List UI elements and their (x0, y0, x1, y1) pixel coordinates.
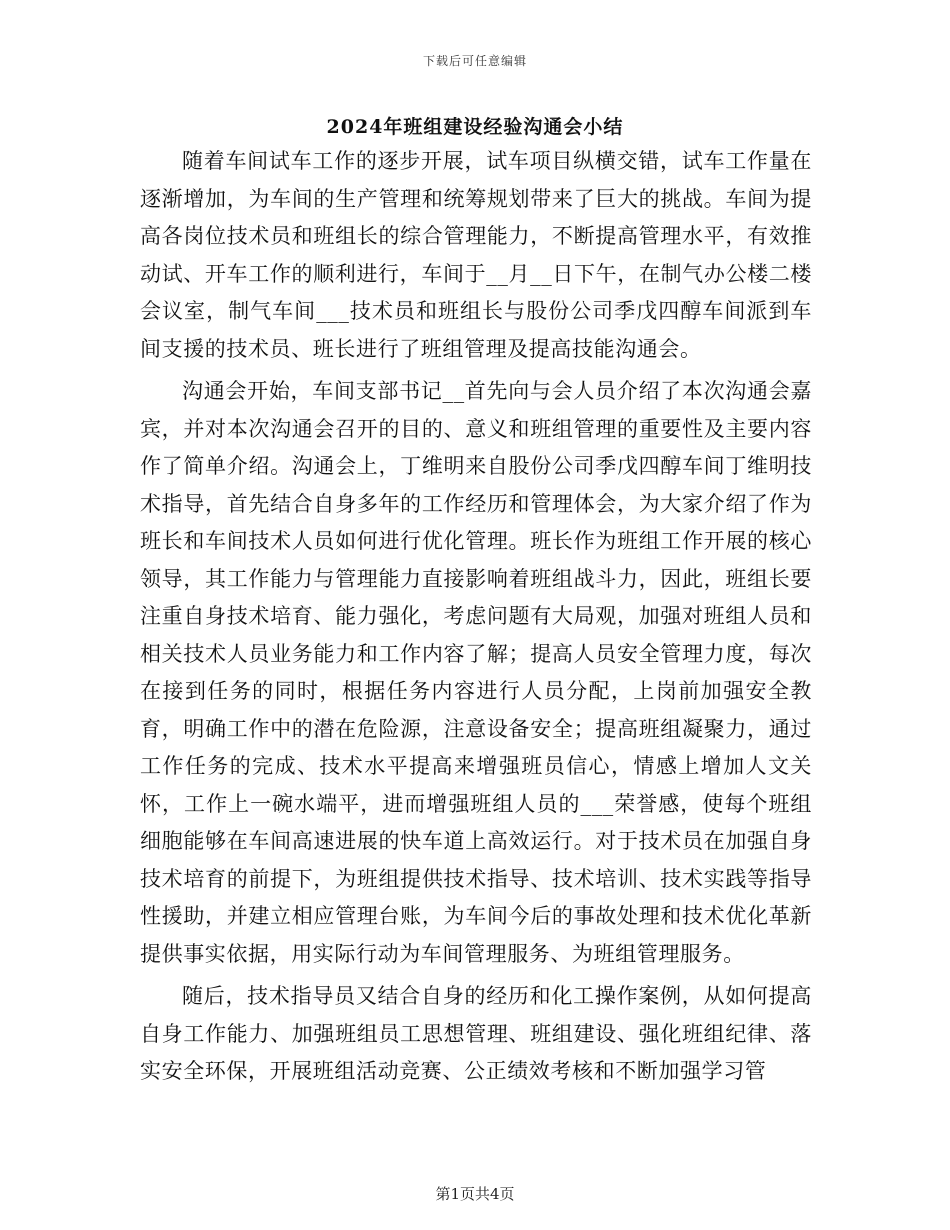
paragraph-2: 沟通会开始，车间支部书记__首先向与会人员介绍了本次沟通会嘉宾，并对本次沟通会召开的目的、意义和班组管理的重要性及主要内容作了简单介绍。沟通会上，丁维明来自股份公司季戊四醇车间丁维明技术指导，首先结合自身多年的工作经历和管理体会，为大家介绍了作为班长和车间技术人员如何进行优化管理。班长作为班组工作开展的核心领导，其工作能力与管理能力直接影响着班组战斗力，因此，班组长要注重自身技术培育、能力强化，考虑问题有大局观，加强对班组人员和相关技术人员业务能力和工作内容了解；提高人员安全管理力度，每次在接到任务的同时，根据任务内容进行人员分配，上岗前加强安全教育，明确工作中的潜在危险源，注意设备安全；提高班组凝聚力，通过工作任务的完成、技术水平提高来增强班员信心，情感上增加人文关怀，工作上一碗水端平，进而增强班组人员的___荣誉感，使每个班组细胞能够在车间高速进展的快车道上高效运行。对于技术员在加强自身技术培育的前提下，为班组提供技术指导、技术培训、技术实践等指导性援助，并建立相应管理台账，为车间今后的事故处理和技术优化革新提供事实依据，用实际行动为车间管理服务、为班组管理服务。 (140, 379, 812, 966)
document-title: 2024年班组建设经验沟通会小结 (326, 116, 624, 138)
page-header-note: 下载后可任意编辑 (422, 54, 527, 68)
paragraph-3: 随后，技术指导员又结合自身的经历和化工操作案例，从如何提高自身工作能力、加强班组员工思想管理、班组建设、强化班组纪律、落实安全环保，开展班组活动竞赛、公正绩效考核和不断加强学习管 (140, 984, 812, 1083)
document-body (140, 143, 812, 1096)
page-number: 第1页共4页 (435, 1185, 515, 1203)
paragraph-1: 随着车间试车工作的逐步开展，试车项目纵横交错，试车工作量在逐渐增加，为车间的生产管理和统筹规划带来了巨大的挑战。车间为提高各岗位技术员和班组长的综合管理能力，不断提高管理水平，有效推动试、开车工作的顺利进行，车间于__月__日下午，在制气办公楼二楼会议室，制气车间___技术员和班组长与股份公司季戊四醇车间派到车间支援的技术员、班长进行了班组管理及提高技能沟通会。 (140, 149, 812, 361)
